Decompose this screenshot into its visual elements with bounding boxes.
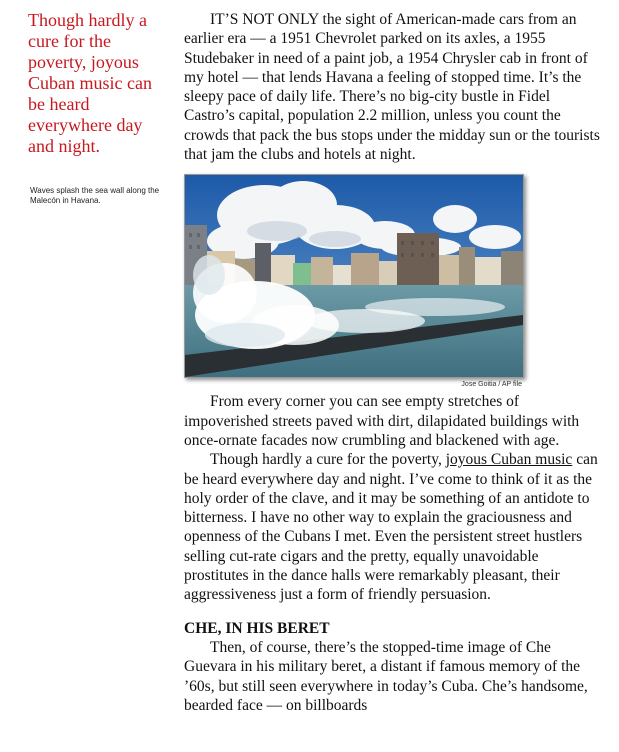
paragraph-4: Then, of course, there’s the stopped-time image of Che Guevara in his military beret, a distant if famous memory of the ’60s, but still seen everywhere in today’s Cuba. Che’s handsome, bearded face — on billboards	[184, 638, 588, 714]
paragraph-3	[184, 450, 604, 604]
intro-text: the sight of American-made cars from an earlier era — a 1951 Chevrolet parked on its axles, a 1955 Studebaker in need of a paint job, a 1954 Chrysler cab in front of my hotel — that lends Havana a feeling of stopped time. It’s the sleepy pace of daily life. There’s no big-city bustle in Fidel Castro’s capital, population 2.2 million, unless you count the crowds that pack the bus stops under the midday sun or the tourists that jam the clubs and hotels at night.	[184, 11, 600, 164]
cuban-music-link[interactable]: joyous Cuban music	[445, 451, 573, 469]
malecon-photo-image	[185, 175, 523, 377]
photo-credit: Jose Goitia / AP file	[461, 381, 522, 389]
article-body	[184, 10, 604, 715]
paragraph-3-before: Though hardly a cure for the poverty,	[210, 451, 446, 469]
paragraph-3-after: can be heard everywhere day and night. I’ve come to think of it as the holy order of the clave, and it may be something of an antidote to bitterness. I have no other way to explain the graciousness and openness of the Cubans I met. Even the persistent street hustlers selling cut-rate cigars and the pretty, equally unavoidable prostitutes in the dance halls were remarkably pleasant, their aggressiveness just a form of friendly persuasion.	[184, 451, 598, 604]
section-subhead: CHE, IN HIS BERET	[184, 619, 330, 637]
paragraph-2: From every corner you can see empty stretches of impoverished streets paved with dirt, dilapidated buildings with once-ornate facades now crumbling and blackened with age.	[184, 393, 580, 449]
malecon-photo	[184, 174, 524, 378]
lead-in: IT’S NOT ONLY	[210, 11, 319, 28]
intro-paragraph	[184, 10, 604, 164]
pull-quote: Though hardly a cure for the poverty, joyous Cuban music can be heard everywhere day and night.	[28, 10, 152, 156]
photo-caption: Waves splash the sea wall along the Malecón in Havana.	[30, 186, 160, 205]
